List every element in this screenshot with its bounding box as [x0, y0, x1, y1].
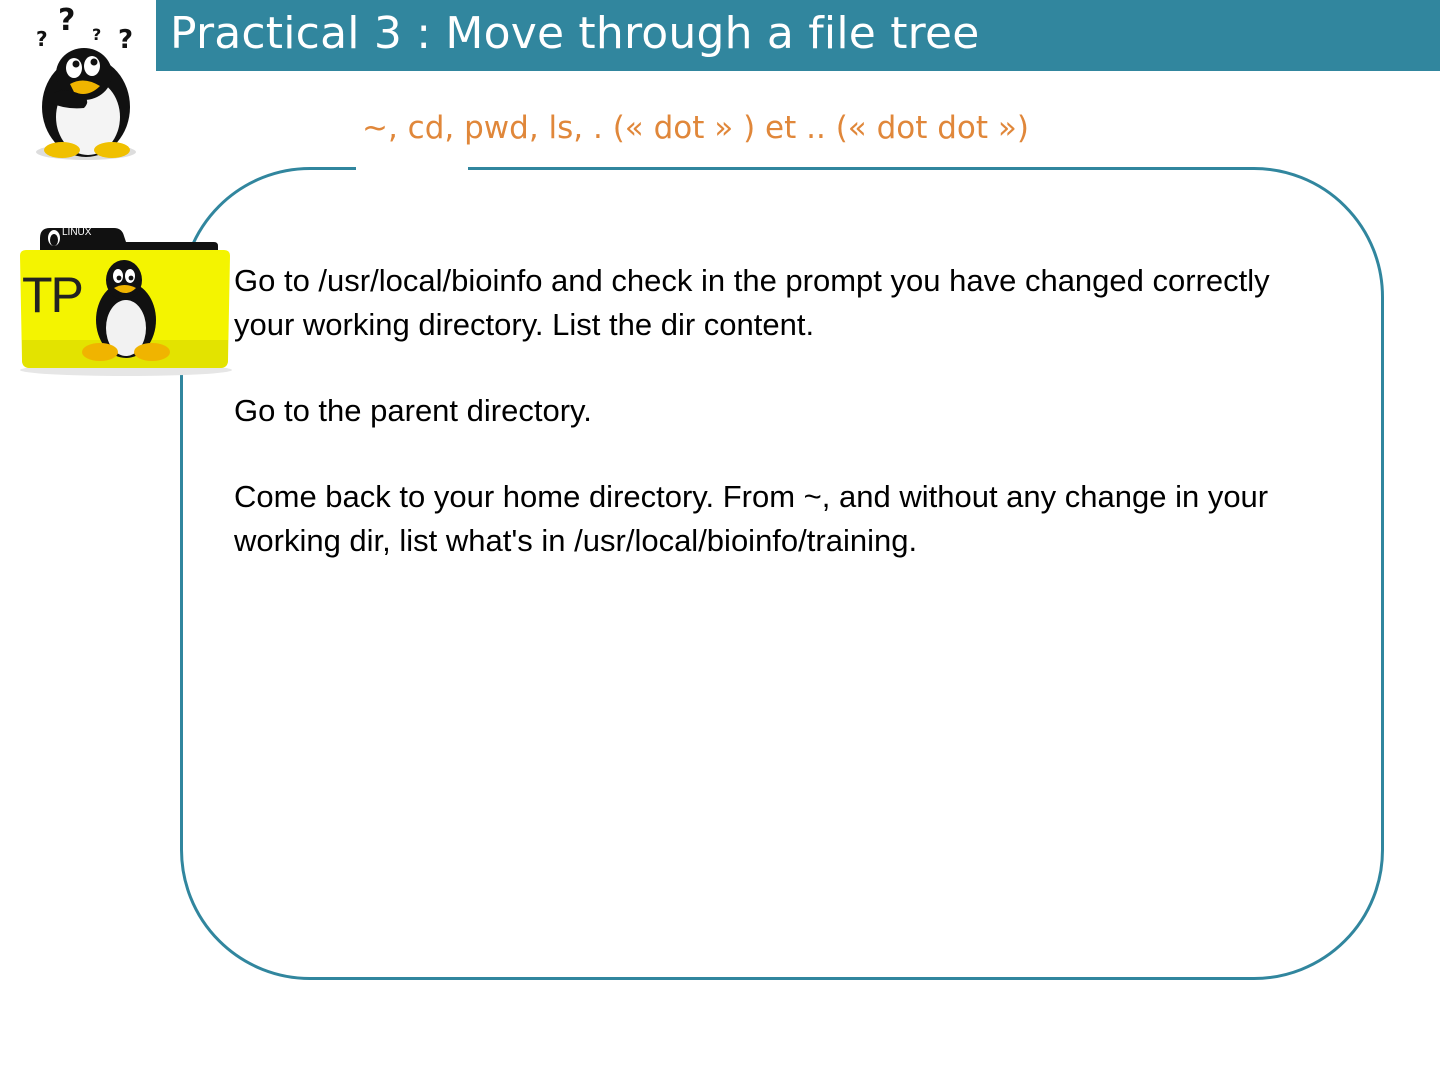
thinking-penguin-icon	[18, 2, 150, 162]
subtitle-background	[356, 160, 468, 188]
svg-text:?: ?	[58, 3, 76, 38]
tp-label: TP	[22, 267, 82, 323]
svg-text:?: ?	[36, 27, 48, 51]
instruction-item: Come back to your home directory. From ~, and without any change in your working dir, list what's in /usr/local/bioinfo/training.	[234, 479, 1269, 558]
linux-folder-icon	[18, 222, 234, 378]
title-bar	[156, 0, 1440, 71]
page-title: Practical 3 : Move through a file tree	[170, 8, 980, 59]
instruction-item: Go to the parent directory.	[234, 393, 592, 428]
svg-text:?: ?	[92, 25, 102, 44]
subtitle: ~, cd, pwd, ls, . (« dot » ) et .. (« dot dot »)	[362, 110, 1029, 146]
svg-text:?: ?	[118, 25, 134, 55]
linux-tab-label: LINUX	[62, 227, 92, 238]
instruction-item: Go to /usr/local/bioinfo and check in the prompt you have changed correctly your working directory. List the dir content.	[234, 263, 1270, 342]
instructions	[234, 259, 1324, 605]
